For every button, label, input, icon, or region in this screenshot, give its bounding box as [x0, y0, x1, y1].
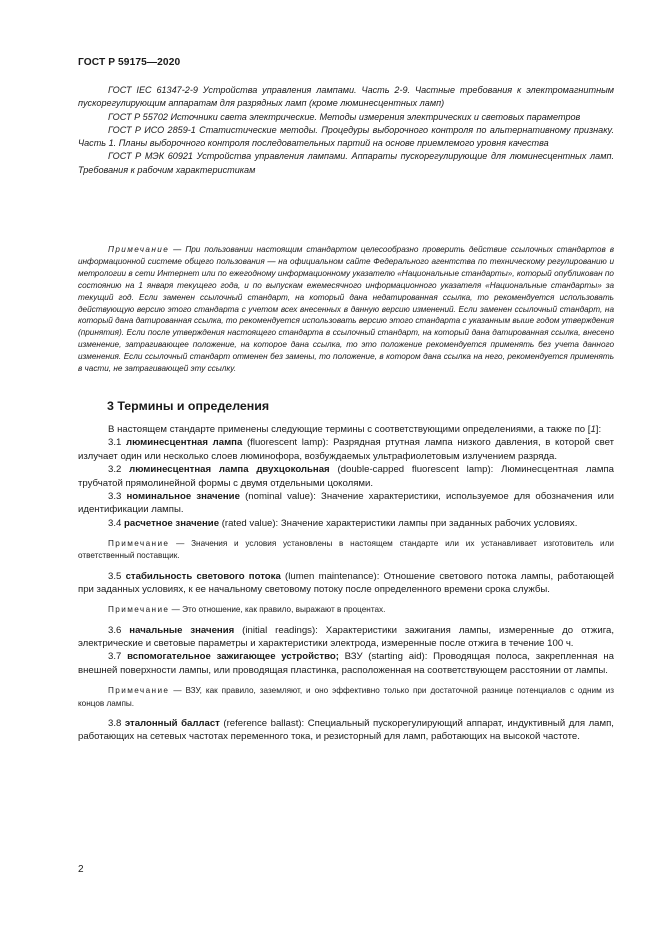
document-header: ГОСТ Р 59175—2020 — [78, 57, 181, 68]
term-name: люминесцентная лампа — [126, 437, 243, 449]
term-name: люминесцентная лампа двухцокольная — [129, 464, 330, 476]
term-name: номинальное значение — [126, 491, 240, 503]
term-entry: 3.4 расчетное значение (rated value): Значение характеристики лампы при заданных рабочих условиях. — [108, 517, 578, 529]
section-heading: 3 Термины и определения — [107, 399, 270, 413]
term-note: Примечание — ВЗУ, как правило, заземляют, и оно эффективно только при достаточной разнице потенциалов с одним из концов лампы. — [78, 686, 614, 708]
term-note: Примечание — Это отношение, как правило, выражают в процентах. — [108, 605, 386, 615]
reference-note — [78, 244, 614, 375]
reference-item: ГОСТ Р МЭК 60921 Устройства управления лампами. Аппараты пускорегулирующие для люминесцентных ламп. Требования к рабочим характеристикам — [78, 151, 614, 175]
reference-item: ГОСТ Р 55702 Источники света электрические. Методы измерения электрических и световых параметров — [108, 111, 581, 122]
term-entry: 3.1 люминесцентная лампа (fluorescent lamp): Разрядная ртутная лампа низкого давления, в которой свет излучает один или несколько слоев люминофора, возбуждаемых ультрафиолетовым излучением разряда. — [78, 437, 614, 462]
term-entry: 3.8 эталонный балласт (reference ballast): Специальный пускорегулирующий аппарат, индуктивный для ламп, работающих на сетевых частотах переменного тока, и резисторный для ламп, работающих на высокой частоте. — [78, 717, 614, 743]
note-text: — При пользовании настоящим стандартом целесообразно проверить действие ссылочных стандартов в информационной системе общего пользования — на официальном сайте Федерального агентства по техническому регулированию и метрологии в сети Интернет или по ежегодному информационному указателю «Национальные стандарты», который опубликован по состоянию на 1 января текущего года, и по выпускам ежемесячного информационного указателя «Национальные стандарты» за текущий год. Если заменен ссылочный стандарт, на который дана недатированная ссылка, то рекомендуется использовать действующую версию этого стандарта с учетом всех внесенных в данную версию изменений. Если заменен ссылочный стандарт, на который дана датированная ссылка, то рекомендуется использовать версию этого стандарта с указанным выше годом утверждения (принятия). Если после утверждения настоящего стандарта в ссылочный стандарт, на который дана датированная ссылка, внесено изменение, затрагивающее положение, на которое дана ссылка, то это положение рекомендуется применять без учета данного изменения. Если ссылочный стандарт отменен без замены, то положение, в котором дана ссылка на него, рекомендуется применять в части, не затрагивающей эту ссылку. — [78, 245, 614, 374]
page-number: 2 — [78, 864, 84, 875]
section-intro: В настоящем стандарте применены следующие термины с соответствующими определениями, а также по [1]: — [108, 424, 602, 435]
reference-item: ГОСТ IEC 61347-2-9 Устройства управления лампами. Часть 2-9. Частные требования к электромагнитным пускорегулирующим аппаратам для разрядных ламп (кроме люминесцентных ламп) — [78, 85, 614, 109]
bibliography-ref: 1 — [590, 424, 596, 435]
term-note: Примечание — Значения и условия установлены в настоящем стандарте или их устанавливает изготовитель или ответственный поставщик. — [78, 539, 614, 561]
reference-item: ГОСТ Р ИСО 2859-1 Статистические методы. Процедуры выборочного контроля по альтернативному признаку. Часть 1. Планы выборочного контроля последовательных партий на основе приемлемого уровня качества — [78, 124, 614, 149]
term-entry: 3.3 номинальное значение (nominal value): Значение характеристики, используемое для обозначения или идентификации лампы. — [78, 491, 614, 516]
term-entry: 3.7 вспомогательное зажигающее устройство; ВЗУ (starting aid): Проводящая полоса, закрепленная на внешней поверхности лампы, или проводящая пластинка, расположенная на соответствующем расстоянии от лампы. — [78, 651, 614, 676]
note-label: Примечание — [108, 245, 170, 254]
term-name: стабильность светового потока — [125, 570, 281, 582]
section-body — [78, 423, 614, 744]
term-entry: 3.2 люминесцентная лампа двухцокольная (double-capped fluorescent lamp): Люминесцентная лампа трубчатой прямолинейной формы с двумя отдельными цоколями. — [78, 464, 614, 489]
normative-references-list — [78, 84, 614, 177]
term-name: эталонный балласт — [124, 717, 220, 729]
term-name: расчетное значение — [124, 517, 220, 529]
term-name: вспомогательное зажигающее устройство; — [127, 651, 339, 663]
term-entry: 3.6 начальные значения (initial readings): Характеристики зажигания лампы, измеренные до отжига, электрические и световые параметры и характеристики электрода, измеренные после отжига в течение 100 ч. — [78, 624, 614, 650]
term-entry: 3.5 стабильность светового потока (lumen maintenance): Отношение светового потока лампы, работающей при заданных условиях, к ее начальному световому потоку после определенного времени срока службы. — [78, 570, 614, 596]
term-name: начальные значения — [129, 624, 235, 636]
